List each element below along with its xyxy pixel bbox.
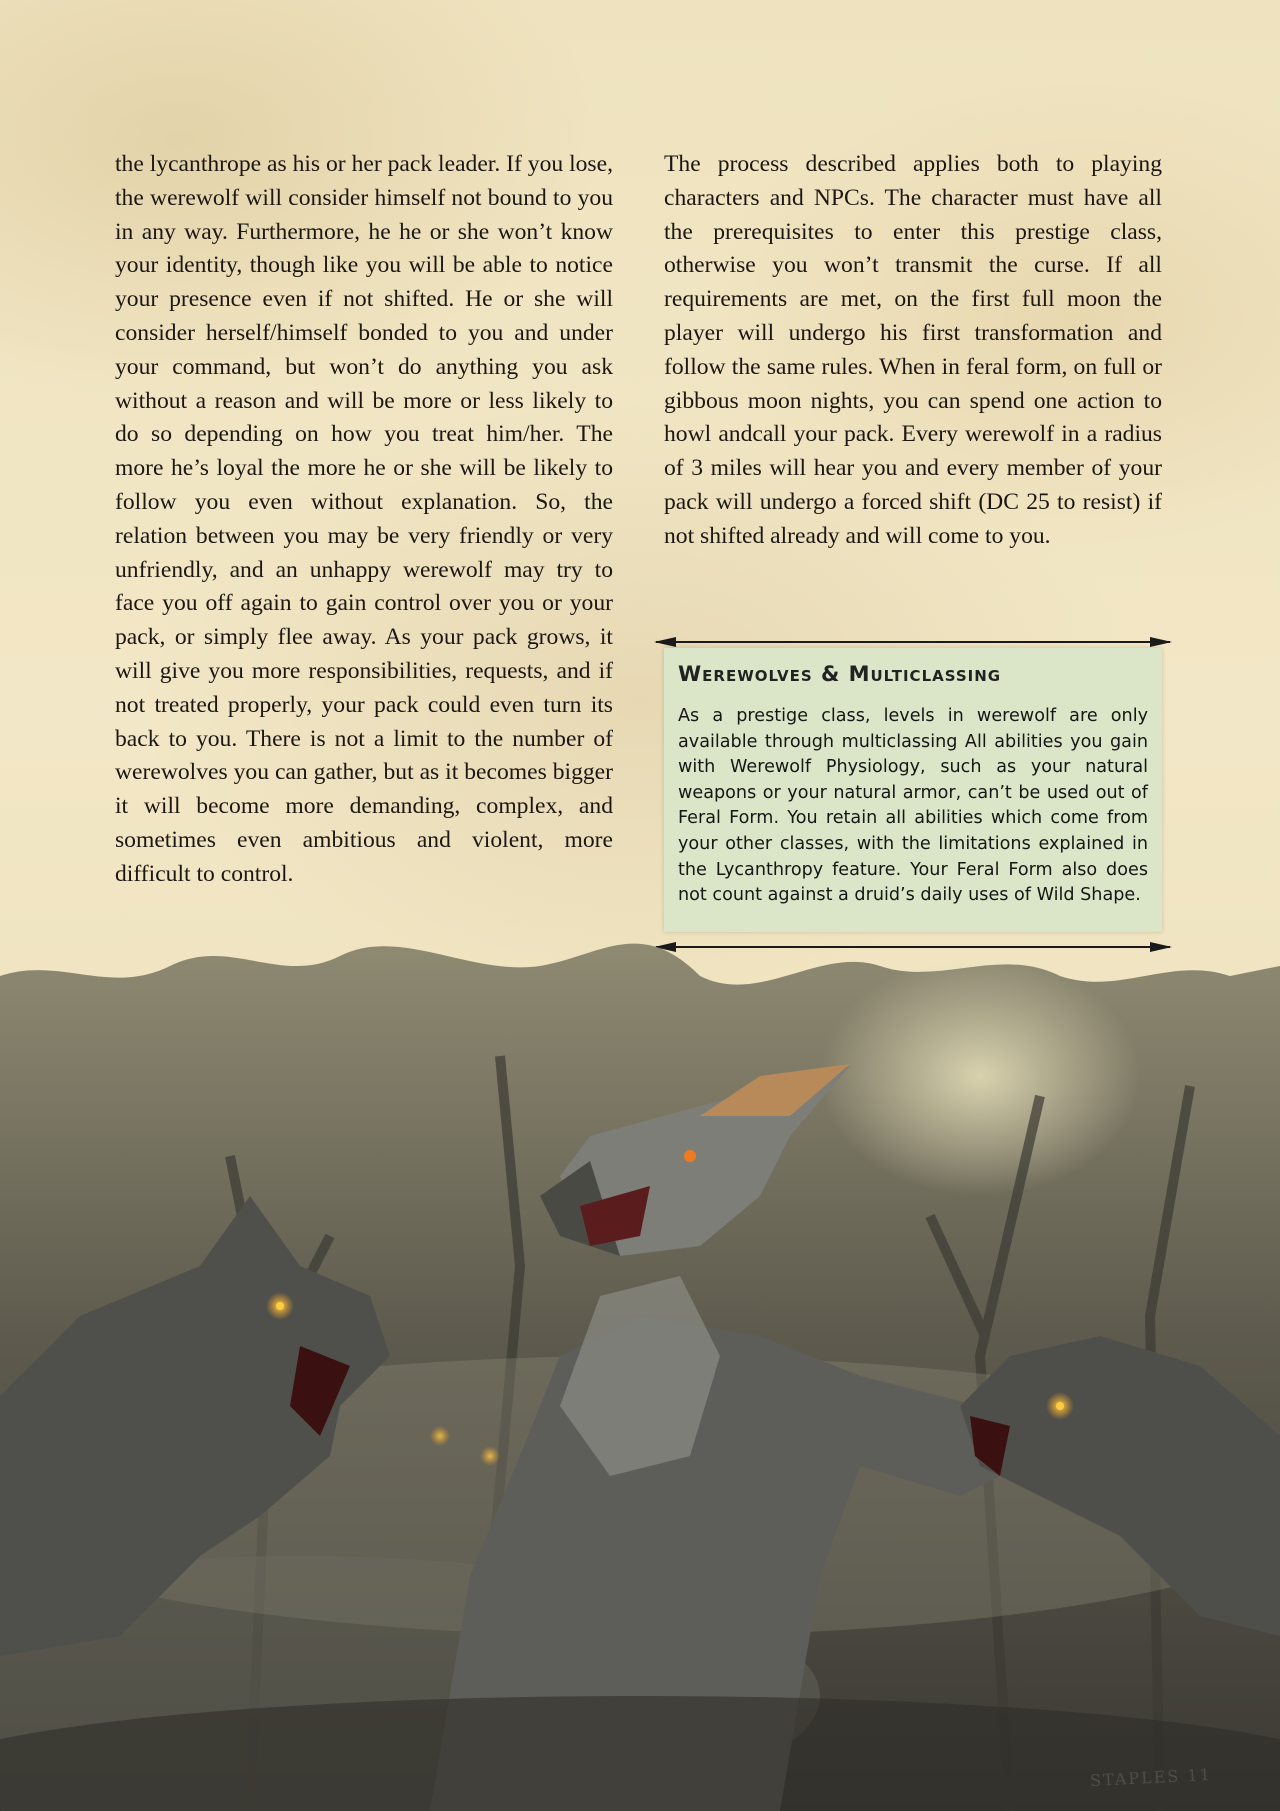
- sidebar-title: Werewolves & Multiclassing: [678, 662, 1002, 686]
- left-text-column: [115, 148, 613, 892]
- right-werewolf-eye-icon: [1056, 1402, 1064, 1410]
- werewolf-pack-illustration: [0, 936, 1280, 1811]
- right-text-column: [664, 148, 1162, 554]
- sidebar-top-right-arrow-icon: [1150, 637, 1172, 647]
- left-werewolf-eye-icon: [276, 1302, 284, 1310]
- moon-glow: [820, 956, 1140, 1196]
- sidebar-top-rule: [656, 641, 1170, 643]
- right-column-paragraph: The process described applies both to playing characters and NPCs. The character must have all the prerequisites to enter this prestige class, otherwise you won’t transmit the curse. If all requirements are met, on the first full moon the player will undergo his first transformation and follow the same rules. When in feral form, on full or gibbous moon nights, you can spend one action to howl andcall your pack. Every werewolf in a radius of 3 miles will hear you and every member of your pack will undergo a forced shift (DC 25 to resist) if not shifted already and will come to you.: [664, 151, 1162, 549]
- sidebar-top-left-arrow-icon: [654, 637, 676, 647]
- sidebar-panel: [664, 648, 1162, 932]
- left-column-paragraph: the lycanthrope as his or her pack leader. If you lose, the werewolf will consider himself not bound to you in any way. Furthermore, he he or she won’t know your identity, though like you will be able to notice your presence even if not shifted. He or she will consider herself/himself bonded to you and under your command, but won’t do anything you ask without a reason and will be more or less likely to do so depending on how you treat him/her. The more he’s loyal the more he or she will be likely to follow you even without explanation. So, the relation between you may be very friendly or very unfriendly, and an unhappy werewolf may try to face you off again to gain control over you or your pack, or simply flee away. As your pack grows, it will give you more responsibilities, requests, and if not treated properly, your pack could even turn its back to you. There is not a limit to the number of werewolves you can gather, but as it becomes bigger it will become more demanding, complex, and sometimes even ambitious and violent, more difficult to control.: [115, 151, 613, 887]
- artist-signature: STAPLES 11: [1089, 1764, 1213, 1791]
- werewolf-eye-icon: [684, 1150, 696, 1162]
- sidebar-text: As a prestige class, levels in werewolf are only available through multiclassing All abilities you gain with Werewolf Physiology, such as your natural weapons or your natural armor, can’t be used out of Feral Form. You retain all abilities which come from your other classes, with the limitations explained in the Lycanthropy feature. Your Feral Form also does not count against a druid’s daily uses of Wild Shape.: [678, 706, 1148, 906]
- sidebar-box: [664, 638, 1162, 944]
